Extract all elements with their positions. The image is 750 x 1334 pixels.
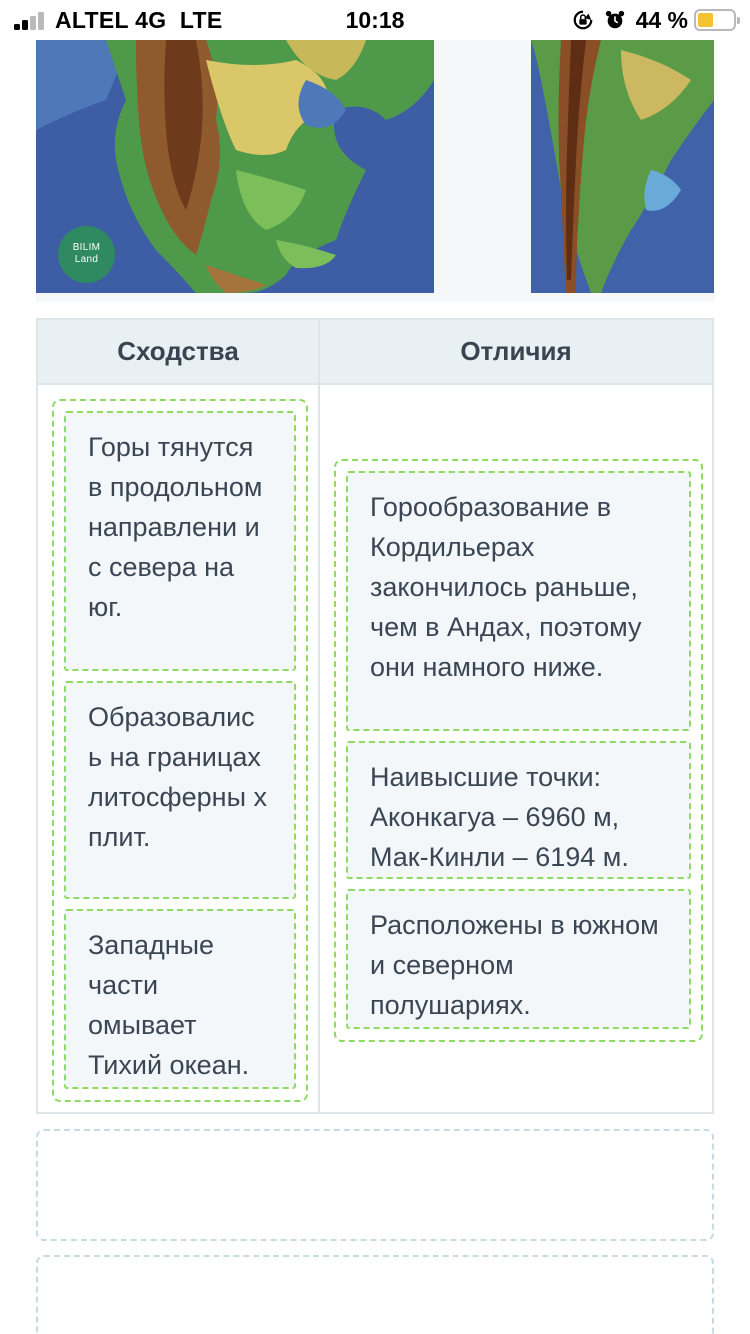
battery-percent: 44 % <box>635 6 688 33</box>
header-differences: Отличия <box>320 320 712 385</box>
empty-drop-slot[interactable] <box>36 1255 714 1334</box>
rotation-lock-icon <box>572 9 594 31</box>
carrier-label: ALTEL 4G LTE <box>55 7 223 33</box>
draggable-card[interactable]: Горообразование в Кордильерах закончилось раньше, чем в Андах, поэтому они намного ниже. <box>346 471 691 731</box>
draggable-card[interactable]: Образовалис ь на границах литосферны х плит. <box>64 681 296 899</box>
empty-drop-slot[interactable] <box>36 1129 714 1241</box>
battery-icon <box>694 9 736 31</box>
comparison-table <box>36 318 714 1114</box>
south-america-map <box>531 40 714 293</box>
draggable-card[interactable]: Горы тянутся в продольном направлени и с севера на юг. <box>64 411 296 671</box>
column-divider <box>318 385 320 1112</box>
alarm-icon <box>604 9 626 31</box>
status-bar <box>0 0 750 40</box>
bilimland-logo: BILIM Land <box>58 226 115 283</box>
header-similarities: Сходства <box>38 320 320 385</box>
status-time: 10:18 <box>345 7 405 33</box>
draggable-card[interactable]: Западные части омывает Тихий океан. <box>64 909 296 1089</box>
north-america-map <box>36 40 434 293</box>
draggable-card[interactable]: Расположены в южном и северном полушариях. <box>346 889 691 1029</box>
map-images <box>36 40 714 302</box>
draggable-card[interactable]: Наивысшие точки: Аконкагуа – 6960 м, Мак-Кинли – 6194 м. <box>346 741 691 879</box>
